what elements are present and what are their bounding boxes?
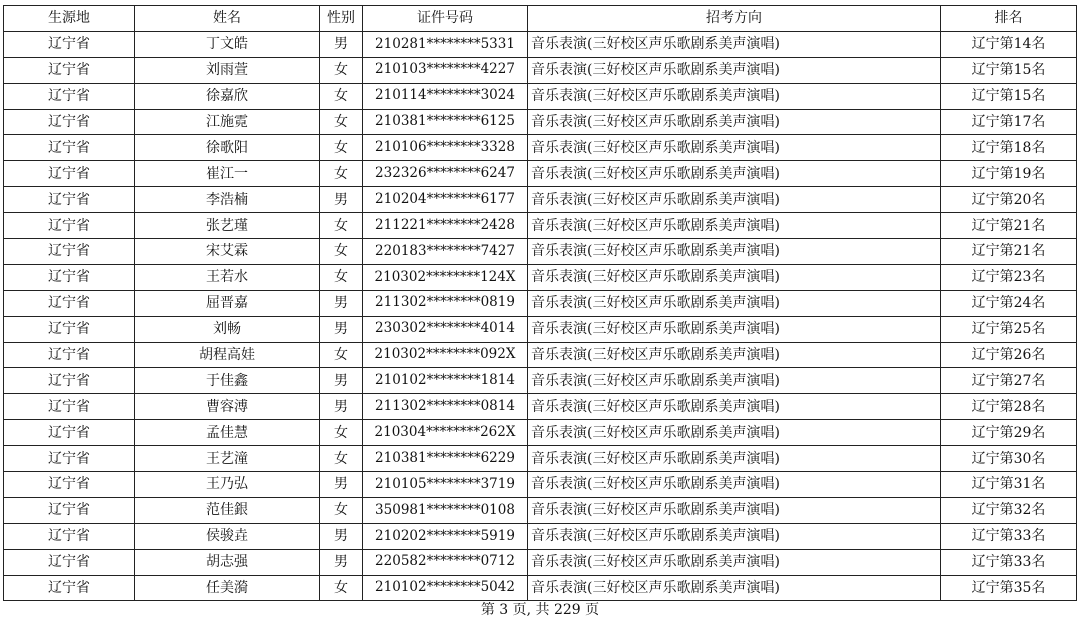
cell-direction: 音乐表演(三好校区声乐歌剧系美声演唱): [528, 316, 941, 342]
cell-rank: 辽宁第30名: [941, 446, 1077, 472]
cell-rank: 辽宁第19名: [941, 161, 1077, 187]
table-row: [4, 290, 1077, 316]
table-row: [4, 368, 1077, 394]
cell-direction: 音乐表演(三好校区声乐歌剧系美声演唱): [528, 109, 941, 135]
cell-gender: 男: [320, 316, 363, 342]
cell-gender: 男: [320, 394, 363, 420]
cell-id-number: 210102********5042: [363, 575, 528, 601]
cell-direction: 音乐表演(三好校区声乐歌剧系美声演唱): [528, 161, 941, 187]
cell-origin: 辽宁省: [4, 213, 135, 239]
cell-origin: 辽宁省: [4, 239, 135, 265]
cell-name: 宋艾霖: [135, 239, 320, 265]
cell-rank: 辽宁第20名: [941, 187, 1077, 213]
table-row: [4, 213, 1077, 239]
cell-direction: 音乐表演(三好校区声乐歌剧系美声演唱): [528, 83, 941, 109]
cell-id-number: 210105********3719: [363, 472, 528, 498]
table-row: [4, 187, 1077, 213]
cell-direction: 音乐表演(三好校区声乐歌剧系美声演唱): [528, 135, 941, 161]
cell-direction: 音乐表演(三好校区声乐歌剧系美声演唱): [528, 57, 941, 83]
table-header-row: [4, 6, 1077, 32]
table-row: [4, 31, 1077, 57]
page-footer: [0, 599, 1080, 619]
cell-origin: 辽宁省: [4, 472, 135, 498]
cell-name: 张艺瑾: [135, 213, 320, 239]
cell-rank: 辽宁第28名: [941, 394, 1077, 420]
cell-id-number: 210114********3024: [363, 83, 528, 109]
table-row: [4, 394, 1077, 420]
table-row: [4, 472, 1077, 498]
cell-gender: 女: [320, 342, 363, 368]
cell-direction: 音乐表演(三好校区声乐歌剧系美声演唱): [528, 239, 941, 265]
cell-origin: 辽宁省: [4, 135, 135, 161]
cell-name: 屈晋嘉: [135, 290, 320, 316]
cell-gender: 女: [320, 420, 363, 446]
cell-rank: 辽宁第17名: [941, 109, 1077, 135]
cell-name: 刘畅: [135, 316, 320, 342]
cell-direction: 音乐表演(三好校区声乐歌剧系美声演唱): [528, 575, 941, 601]
header-direction: 招考方向: [528, 6, 941, 32]
cell-id-number: 210381********6229: [363, 446, 528, 472]
cell-origin: 辽宁省: [4, 316, 135, 342]
cell-name: 王乃弘: [135, 472, 320, 498]
page-number-text: 第 3 页, 共 229 页: [480, 602, 600, 618]
cell-rank: 辽宁第26名: [941, 342, 1077, 368]
cell-origin: 辽宁省: [4, 290, 135, 316]
cell-name: 胡志强: [135, 549, 320, 575]
header-name: 姓名: [135, 6, 320, 32]
cell-origin: 辽宁省: [4, 575, 135, 601]
cell-gender: 女: [320, 161, 363, 187]
cell-id-number: 220582********0712: [363, 549, 528, 575]
cell-name: 任美漪: [135, 575, 320, 601]
table-row: [4, 264, 1077, 290]
cell-direction: 音乐表演(三好校区声乐歌剧系美声演唱): [528, 342, 941, 368]
table-row: [4, 161, 1077, 187]
cell-origin: 辽宁省: [4, 31, 135, 57]
cell-rank: 辽宁第21名: [941, 213, 1077, 239]
cell-direction: 音乐表演(三好校区声乐歌剧系美声演唱): [528, 394, 941, 420]
cell-gender: 男: [320, 187, 363, 213]
cell-name: 于佳鑫: [135, 368, 320, 394]
cell-id-number: 220183********7427: [363, 239, 528, 265]
cell-origin: 辽宁省: [4, 83, 135, 109]
cell-name: 徐歌阳: [135, 135, 320, 161]
cell-gender: 女: [320, 497, 363, 523]
table-row: [4, 575, 1077, 601]
cell-origin: 辽宁省: [4, 57, 135, 83]
cell-origin: 辽宁省: [4, 523, 135, 549]
cell-origin: 辽宁省: [4, 446, 135, 472]
table-row: [4, 549, 1077, 575]
cell-name: 丁文皓: [135, 31, 320, 57]
cell-gender: 女: [320, 446, 363, 472]
table-row: [4, 342, 1077, 368]
table-row: [4, 239, 1077, 265]
cell-rank: 辽宁第31名: [941, 472, 1077, 498]
cell-name: 王艺潼: [135, 446, 320, 472]
cell-name: 刘雨萱: [135, 57, 320, 83]
cell-id-number: 210302********124X: [363, 264, 528, 290]
cell-gender: 男: [320, 31, 363, 57]
table-row: [4, 83, 1077, 109]
cell-id-number: 210102********1814: [363, 368, 528, 394]
cell-gender: 女: [320, 83, 363, 109]
header-id-number: 证件号码: [363, 6, 528, 32]
header-rank: 排名: [941, 6, 1077, 32]
cell-id-number: 210204********6177: [363, 187, 528, 213]
cell-direction: 音乐表演(三好校区声乐歌剧系美声演唱): [528, 187, 941, 213]
cell-direction: 音乐表演(三好校区声乐歌剧系美声演唱): [528, 31, 941, 57]
cell-id-number: 211302********0814: [363, 394, 528, 420]
cell-name: 侯骏垚: [135, 523, 320, 549]
cell-gender: 男: [320, 290, 363, 316]
cell-direction: 音乐表演(三好校区声乐歌剧系美声演唱): [528, 497, 941, 523]
cell-direction: 音乐表演(三好校区声乐歌剧系美声演唱): [528, 549, 941, 575]
table-row: [4, 109, 1077, 135]
cell-direction: 音乐表演(三好校区声乐歌剧系美声演唱): [528, 368, 941, 394]
cell-id-number: 210302********092X: [363, 342, 528, 368]
cell-rank: 辽宁第25名: [941, 316, 1077, 342]
cell-gender: 女: [320, 239, 363, 265]
results-table: [3, 5, 1077, 601]
cell-id-number: 211302********0819: [363, 290, 528, 316]
cell-origin: 辽宁省: [4, 342, 135, 368]
cell-id-number: 230302********4014: [363, 316, 528, 342]
table-row: [4, 135, 1077, 161]
cell-name: 江施霓: [135, 109, 320, 135]
table-row: [4, 420, 1077, 446]
cell-id-number: 210202********5919: [363, 523, 528, 549]
cell-name: 胡程高娃: [135, 342, 320, 368]
header-origin: 生源地: [4, 6, 135, 32]
cell-id-number: 350981********0108: [363, 497, 528, 523]
cell-rank: 辽宁第32名: [941, 497, 1077, 523]
cell-origin: 辽宁省: [4, 187, 135, 213]
cell-direction: 音乐表演(三好校区声乐歌剧系美声演唱): [528, 264, 941, 290]
cell-rank: 辽宁第18名: [941, 135, 1077, 161]
cell-direction: 音乐表演(三好校区声乐歌剧系美声演唱): [528, 472, 941, 498]
cell-name: 徐嘉欣: [135, 83, 320, 109]
cell-name: 范佳銀: [135, 497, 320, 523]
cell-rank: 辽宁第15名: [941, 57, 1077, 83]
cell-id-number: 232326********6247: [363, 161, 528, 187]
cell-id-number: 210103********4227: [363, 57, 528, 83]
cell-gender: 男: [320, 523, 363, 549]
cell-gender: 男: [320, 368, 363, 394]
cell-rank: 辽宁第14名: [941, 31, 1077, 57]
cell-gender: 女: [320, 213, 363, 239]
cell-origin: 辽宁省: [4, 497, 135, 523]
cell-rank: 辽宁第33名: [941, 549, 1077, 575]
cell-gender: 女: [320, 264, 363, 290]
cell-rank: 辽宁第21名: [941, 239, 1077, 265]
cell-id-number: 210106********3328: [363, 135, 528, 161]
cell-gender: 女: [320, 575, 363, 601]
table-row: [4, 446, 1077, 472]
cell-direction: 音乐表演(三好校区声乐歌剧系美声演唱): [528, 213, 941, 239]
cell-direction: 音乐表演(三好校区声乐歌剧系美声演唱): [528, 446, 941, 472]
cell-gender: 女: [320, 135, 363, 161]
cell-direction: 音乐表演(三好校区声乐歌剧系美声演唱): [528, 523, 941, 549]
cell-name: 王若水: [135, 264, 320, 290]
cell-name: 崔江一: [135, 161, 320, 187]
cell-origin: 辽宁省: [4, 420, 135, 446]
cell-origin: 辽宁省: [4, 109, 135, 135]
cell-rank: 辽宁第24名: [941, 290, 1077, 316]
table-row: [4, 57, 1077, 83]
cell-gender: 男: [320, 549, 363, 575]
table-row: [4, 316, 1077, 342]
cell-gender: 男: [320, 472, 363, 498]
header-gender: 性别: [320, 6, 363, 32]
cell-direction: 音乐表演(三好校区声乐歌剧系美声演唱): [528, 420, 941, 446]
cell-id-number: 211221********2428: [363, 213, 528, 239]
cell-rank: 辽宁第35名: [941, 575, 1077, 601]
cell-origin: 辽宁省: [4, 394, 135, 420]
cell-origin: 辽宁省: [4, 264, 135, 290]
cell-direction: 音乐表演(三好校区声乐歌剧系美声演唱): [528, 290, 941, 316]
cell-gender: 女: [320, 57, 363, 83]
cell-rank: 辽宁第29名: [941, 420, 1077, 446]
cell-name: 曹容溥: [135, 394, 320, 420]
cell-id-number: 210304********262X: [363, 420, 528, 446]
cell-id-number: 210381********6125: [363, 109, 528, 135]
table-row: [4, 497, 1077, 523]
table-body: [4, 31, 1077, 601]
cell-rank: 辽宁第15名: [941, 83, 1077, 109]
cell-origin: 辽宁省: [4, 368, 135, 394]
cell-name: 李浩楠: [135, 187, 320, 213]
cell-rank: 辽宁第33名: [941, 523, 1077, 549]
table-row: [4, 523, 1077, 549]
cell-id-number: 210281********5331: [363, 31, 528, 57]
cell-rank: 辽宁第27名: [941, 368, 1077, 394]
cell-origin: 辽宁省: [4, 161, 135, 187]
cell-rank: 辽宁第23名: [941, 264, 1077, 290]
cell-name: 孟佳慧: [135, 420, 320, 446]
cell-gender: 女: [320, 109, 363, 135]
cell-origin: 辽宁省: [4, 549, 135, 575]
